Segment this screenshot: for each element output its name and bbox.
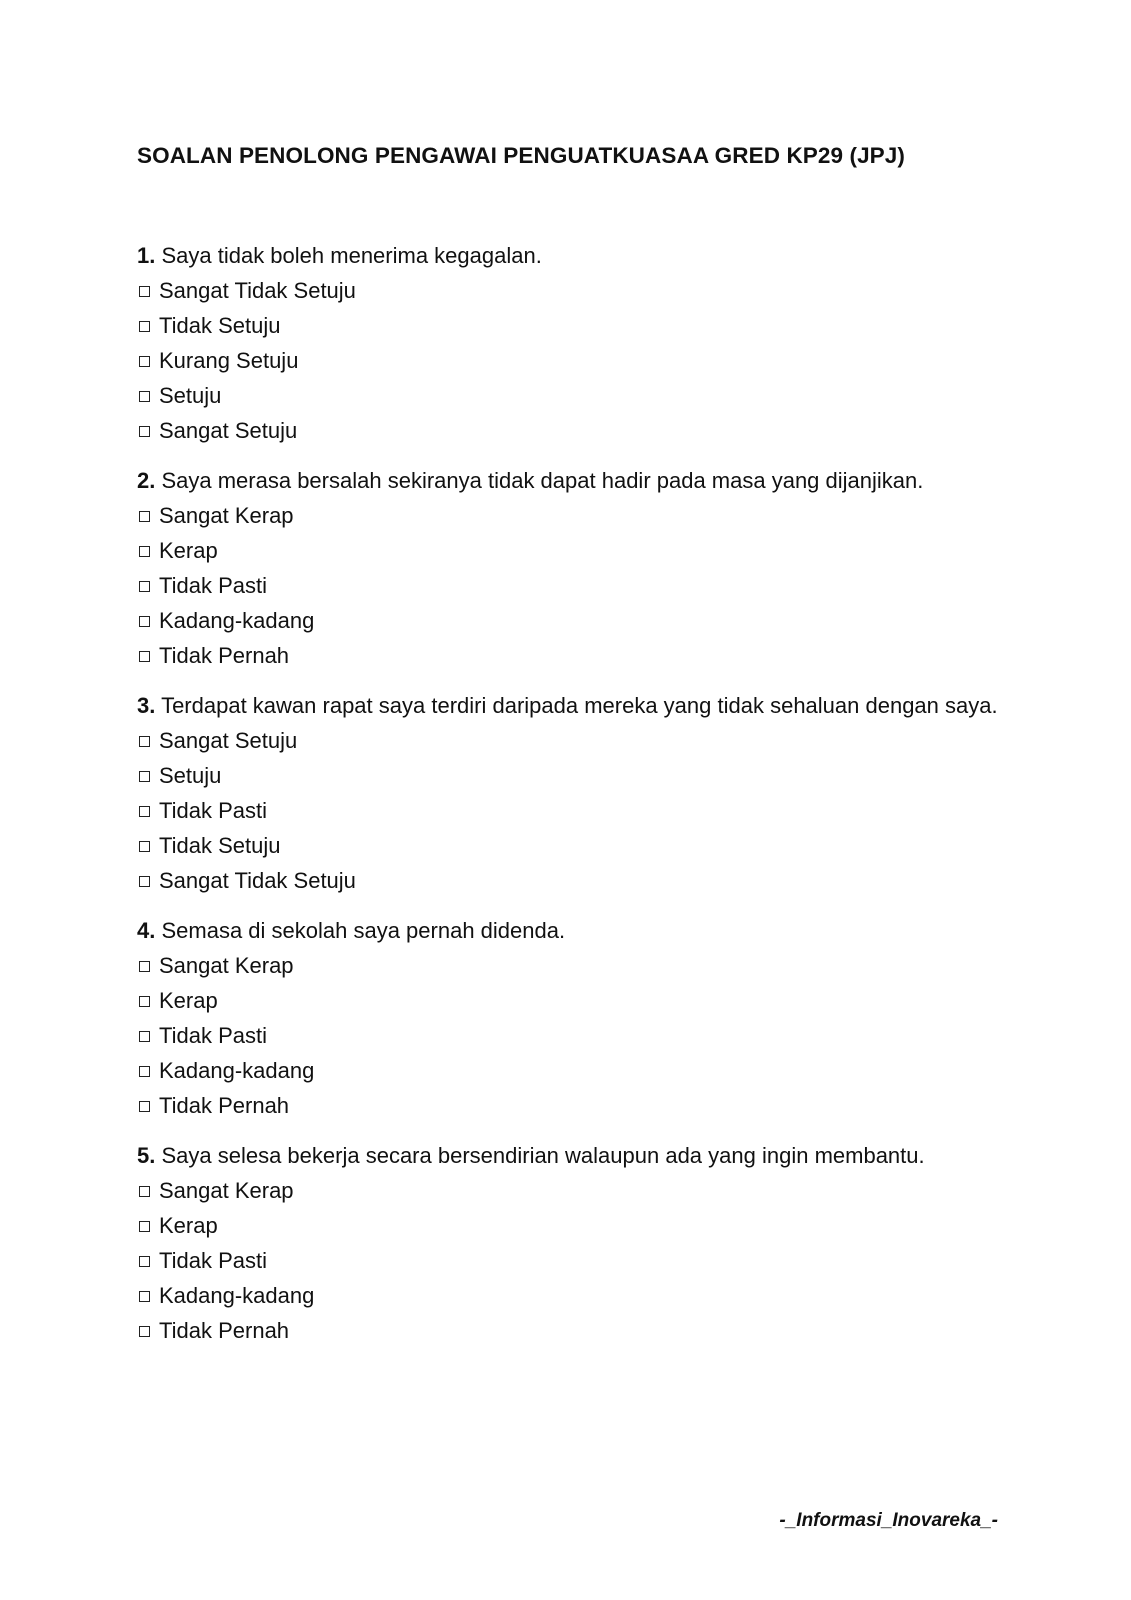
checkbox-icon[interactable] xyxy=(139,1221,150,1232)
answer-option[interactable] xyxy=(137,1278,1017,1313)
checkbox-icon[interactable] xyxy=(139,1186,150,1197)
option-label: Sangat Kerap xyxy=(159,953,294,978)
checkbox-icon[interactable] xyxy=(139,546,150,557)
answer-option[interactable] xyxy=(137,1313,1017,1348)
question-item xyxy=(137,463,1017,673)
option-label: Tidak Setuju xyxy=(159,833,281,858)
option-list xyxy=(137,723,1017,898)
question-number: 2. xyxy=(137,468,156,493)
document-title: SOALAN PENOLONG PENGAWAI PENGUATKUASAA GRED KP29 (JPJ) xyxy=(137,143,905,168)
answer-option[interactable] xyxy=(137,983,1017,1018)
option-label: Kerap xyxy=(159,538,218,563)
option-label: Sangat Setuju xyxy=(159,418,298,443)
checkbox-icon[interactable] xyxy=(139,876,150,887)
option-label: Kerap xyxy=(159,1213,218,1238)
checkbox-icon[interactable] xyxy=(139,1256,150,1267)
answer-option[interactable] xyxy=(137,308,1017,343)
answer-option[interactable] xyxy=(137,793,1017,828)
checkbox-icon[interactable] xyxy=(139,1326,150,1337)
checkbox-icon[interactable] xyxy=(139,841,150,852)
footer-watermark: -_Informasi_Inovareka_- xyxy=(779,1510,998,1531)
option-list xyxy=(137,1173,1017,1348)
option-label: Tidak Setuju xyxy=(159,313,281,338)
option-label: Sangat Kerap xyxy=(159,503,294,528)
checkbox-icon[interactable] xyxy=(139,651,150,662)
answer-option[interactable] xyxy=(137,1208,1017,1243)
question-text xyxy=(137,238,1017,273)
checkbox-icon[interactable] xyxy=(139,426,150,437)
checkbox-icon[interactable] xyxy=(139,961,150,972)
question-item xyxy=(137,688,1017,898)
question-statement: Saya selesa bekerja secara bersendirian walaupun ada yang ingin membantu. xyxy=(155,1143,925,1168)
option-label: Sangat Setuju xyxy=(159,728,298,753)
answer-option[interactable] xyxy=(137,1243,1017,1278)
answer-option[interactable] xyxy=(137,343,1017,378)
answer-option[interactable] xyxy=(137,603,1017,638)
option-label: Kadang-kadang xyxy=(159,608,315,633)
checkbox-icon[interactable] xyxy=(139,356,150,367)
option-label: Kurang Setuju xyxy=(159,348,299,373)
option-label: Sangat Kerap xyxy=(159,1178,294,1203)
checkbox-icon[interactable] xyxy=(139,511,150,522)
checkbox-icon[interactable] xyxy=(139,1066,150,1077)
option-list xyxy=(137,498,1017,673)
answer-option[interactable] xyxy=(137,723,1017,758)
answer-option[interactable] xyxy=(137,533,1017,568)
answer-option[interactable] xyxy=(137,498,1017,533)
checkbox-icon[interactable] xyxy=(139,391,150,402)
option-label: Kadang-kadang xyxy=(159,1058,315,1083)
answer-option[interactable] xyxy=(137,948,1017,983)
question-item xyxy=(137,238,1017,448)
question-statement: Terdapat kawan rapat saya terdiri daripada mereka yang tidak sehaluan dengan saya. xyxy=(155,693,998,718)
checkbox-icon[interactable] xyxy=(139,1101,150,1112)
answer-option[interactable] xyxy=(137,638,1017,673)
question-statement: Saya merasa bersalah sekiranya tidak dapat hadir pada masa yang dijanjikan. xyxy=(155,468,924,493)
option-label: Tidak Pasti xyxy=(159,798,268,823)
checkbox-icon[interactable] xyxy=(139,806,150,817)
checkbox-icon[interactable] xyxy=(139,1031,150,1042)
option-label: Kadang-kadang xyxy=(159,1283,315,1308)
question-number: 5. xyxy=(137,1143,156,1168)
option-label: Setuju xyxy=(159,763,222,788)
option-label: Tidak Pasti xyxy=(159,1023,268,1048)
answer-option[interactable] xyxy=(137,413,1017,448)
option-label: Tidak Pasti xyxy=(159,1248,268,1273)
checkbox-icon[interactable] xyxy=(139,321,150,332)
checkbox-icon[interactable] xyxy=(139,581,150,592)
question-statement: Saya tidak boleh menerima kegagalan. xyxy=(155,243,542,268)
question-number: 1. xyxy=(137,243,156,268)
option-label: Tidak Pernah xyxy=(159,1318,290,1343)
option-label: Kerap xyxy=(159,988,218,1013)
answer-option[interactable] xyxy=(137,1018,1017,1053)
answer-option[interactable] xyxy=(137,378,1017,413)
answer-option[interactable] xyxy=(137,828,1017,863)
option-label: Tidak Pasti xyxy=(159,573,268,598)
option-label: Tidak Pernah xyxy=(159,643,290,668)
question-text xyxy=(137,1138,1017,1173)
option-list xyxy=(137,273,1017,448)
answer-option[interactable] xyxy=(137,1173,1017,1208)
option-label: Sangat Tidak Setuju xyxy=(159,278,356,303)
answer-option[interactable] xyxy=(137,863,1017,898)
option-label: Sangat Tidak Setuju xyxy=(159,868,356,893)
question-number: 3. xyxy=(137,693,156,718)
checkbox-icon[interactable] xyxy=(139,1291,150,1302)
checkbox-icon[interactable] xyxy=(139,736,150,747)
checkbox-icon[interactable] xyxy=(139,616,150,627)
question-text xyxy=(137,913,1017,948)
question-list xyxy=(137,238,1017,1348)
question-item xyxy=(137,913,1017,1123)
answer-option[interactable] xyxy=(137,758,1017,793)
answer-option[interactable] xyxy=(137,273,1017,308)
answer-option[interactable] xyxy=(137,1053,1017,1088)
option-label: Setuju xyxy=(159,383,222,408)
option-list xyxy=(137,948,1017,1123)
document-page xyxy=(137,140,1017,1363)
answer-option[interactable] xyxy=(137,1088,1017,1123)
question-text xyxy=(137,688,1017,723)
question-item xyxy=(137,1138,1017,1348)
question-number: 4. xyxy=(137,918,156,943)
checkbox-icon[interactable] xyxy=(139,996,150,1007)
answer-option[interactable] xyxy=(137,568,1017,603)
question-text xyxy=(137,463,1017,498)
checkbox-icon[interactable] xyxy=(139,771,150,782)
option-label: Tidak Pernah xyxy=(159,1093,290,1118)
question-statement: Semasa di sekolah saya pernah didenda. xyxy=(155,918,566,943)
checkbox-icon[interactable] xyxy=(139,286,150,297)
